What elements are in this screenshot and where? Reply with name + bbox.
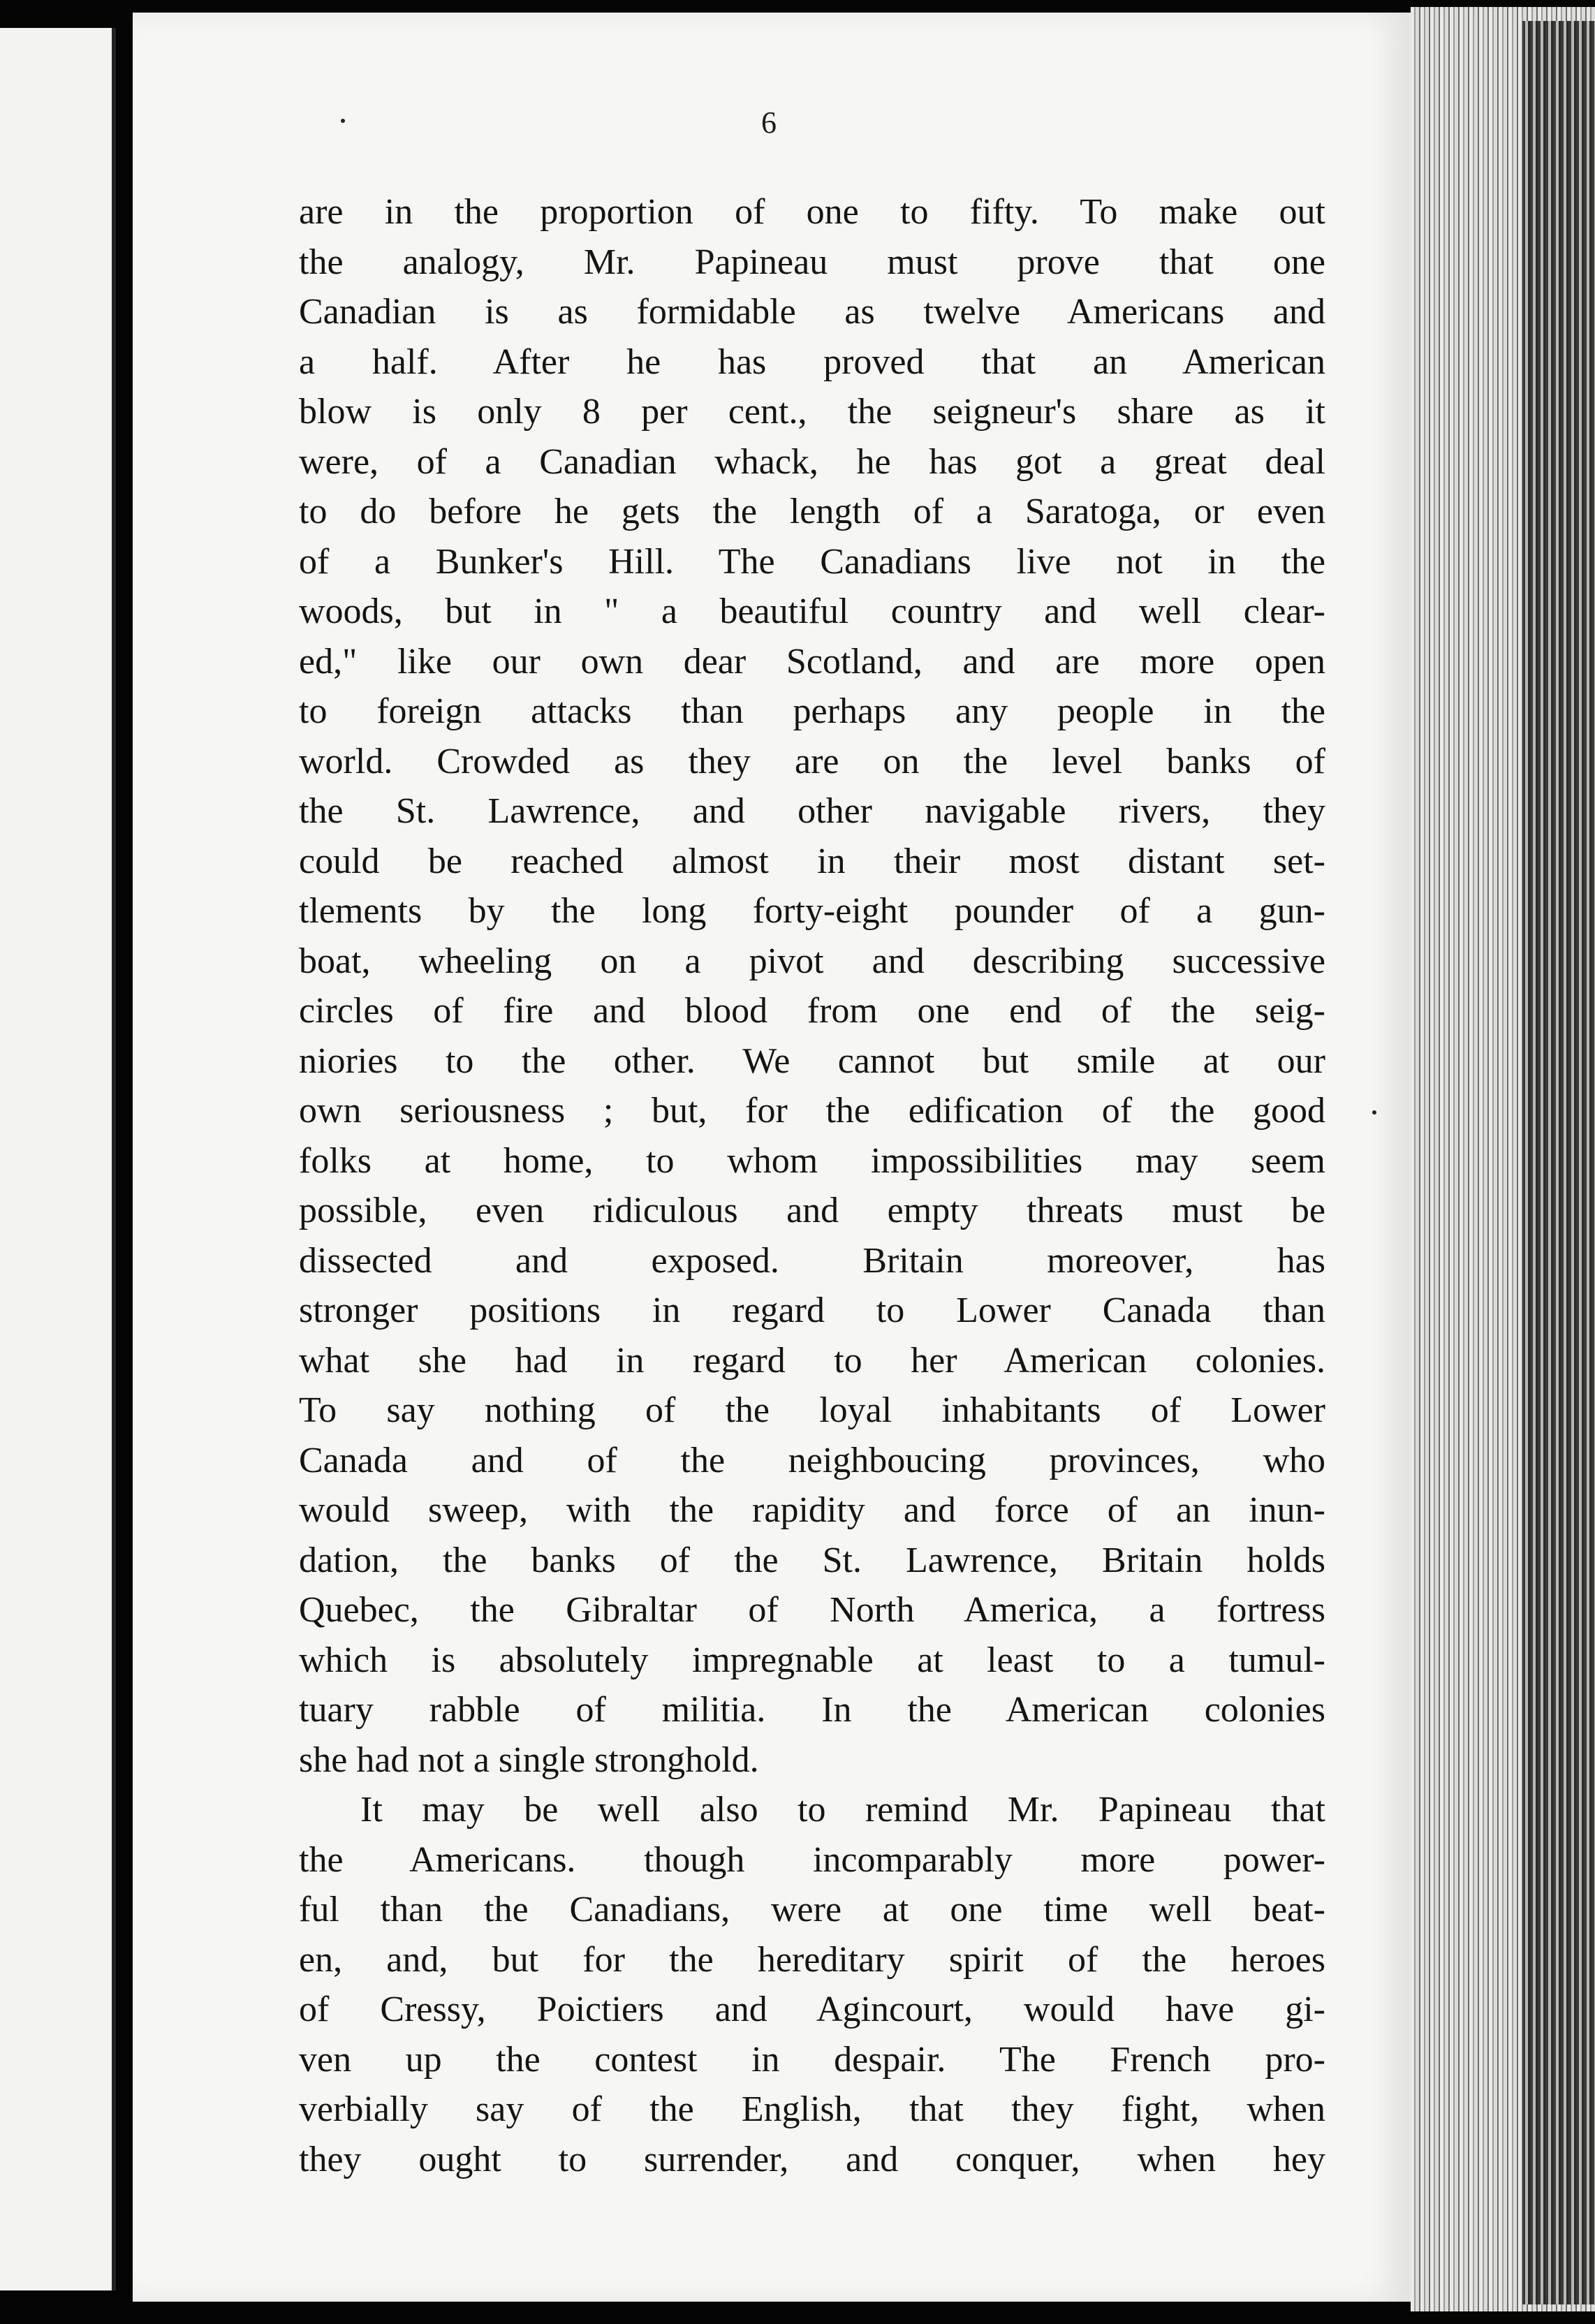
text-line: Canada and of the neighboucing provinces, who — [299, 1440, 1325, 1480]
text-line: to do before he gets the length of a Saratoga, or even — [299, 492, 1325, 531]
text-line: she had not a single stronghold. — [299, 1740, 759, 1780]
text-line: folks at home, to whom impossibilities may seem — [299, 1140, 1325, 1181]
text-line: the analogy, Mr. Papineau must prove that one — [299, 242, 1325, 282]
text-line: dissected and exposed. Britain moreover, has — [299, 1240, 1325, 1281]
text-line: were, of a Canadian whack, he has got a great deal — [299, 441, 1325, 482]
text-line: ed," like our own dear Scotland, and are more open — [299, 641, 1325, 682]
text-line: world. Crowded as they are on the level banks of — [299, 741, 1325, 781]
text-line: own seriousness ; but, for the edification of the good — [299, 1091, 1325, 1131]
text-line: are in the proportion of one to fifty. To make out — [299, 192, 1325, 232]
text-line: ven up the contest in despair. The French pro- — [299, 2039, 1325, 2080]
text-line: a half. After he has proved that an American — [299, 341, 1325, 382]
page-number: 6 — [761, 105, 777, 140]
text-line: ful than the Canadians, were at one time well beat- — [299, 1890, 1325, 1929]
text-line: Quebec, the Gibraltar of North America, a fortress — [299, 1590, 1325, 1630]
text-line: they ought to surrender, and conquer, when hey — [299, 2139, 1325, 2179]
text-line: of Cressy, Poictiers and Agincourt, would have gi- — [299, 1990, 1325, 2029]
text-line: the Americans. though incomparably more power- — [299, 1839, 1325, 1880]
text-line: niories to the other. We cannot but smile at our — [299, 1040, 1325, 1081]
left-page-edge — [0, 28, 116, 2290]
text-line: possible, even ridiculous and empty threats must be — [299, 1191, 1325, 1230]
text-line: tlements by the long forty-eight pounder of a gun- — [299, 891, 1325, 931]
paper-speck — [1372, 1110, 1376, 1115]
text-line: of a Bunker's Hill. The Canadians live not in the — [299, 541, 1325, 582]
text-line: Canadian is as formidable as twelve Americans and — [299, 292, 1325, 332]
text-line: tuary rabble of militia. In the American colonies — [299, 1690, 1325, 1730]
text-line: blow is only 8 per cent., the seigneur's share as it — [299, 392, 1325, 432]
text-line: verbially say of the English, that they fight, when — [299, 2089, 1325, 2129]
text-line: could be reached almost in their most distant set- — [299, 841, 1325, 881]
text-line: would sweep, with the rapidity and force of an inun- — [299, 1490, 1325, 1530]
text-line: what she had in regard to her American colonies. — [299, 1340, 1325, 1381]
page-fore-edge-dark — [1522, 21, 1595, 2304]
text-line: woods, but in " a beautiful country and well clear- — [299, 591, 1325, 631]
text-line: circles of fire and blood from one end of the seig- — [299, 991, 1325, 1031]
paper-speck — [341, 119, 345, 123]
text-line: It may be well also to remind Mr. Papineau that — [360, 1790, 1325, 1830]
text-line: en, and, but for the hereditary spirit of the heroes — [299, 1939, 1325, 1980]
text-line: To say nothing of the loyal inhabitants of Lower — [299, 1390, 1325, 1430]
text-line: boat, wheeling on a pivot and describing successive — [299, 941, 1325, 981]
text-line: the St. Lawrence, and other navigable rivers, they — [299, 791, 1325, 831]
page-body-text — [299, 187, 1325, 2184]
text-line: dation, the banks of the St. Lawrence, Britain holds — [299, 1540, 1325, 1580]
text-line: to foreign attacks than perhaps any people in the — [299, 691, 1325, 731]
text-line: stronger positions in regard to Lower Canada than — [299, 1290, 1325, 1330]
text-line: which is absolutely impregnable at least to a tumul- — [299, 1640, 1325, 1680]
